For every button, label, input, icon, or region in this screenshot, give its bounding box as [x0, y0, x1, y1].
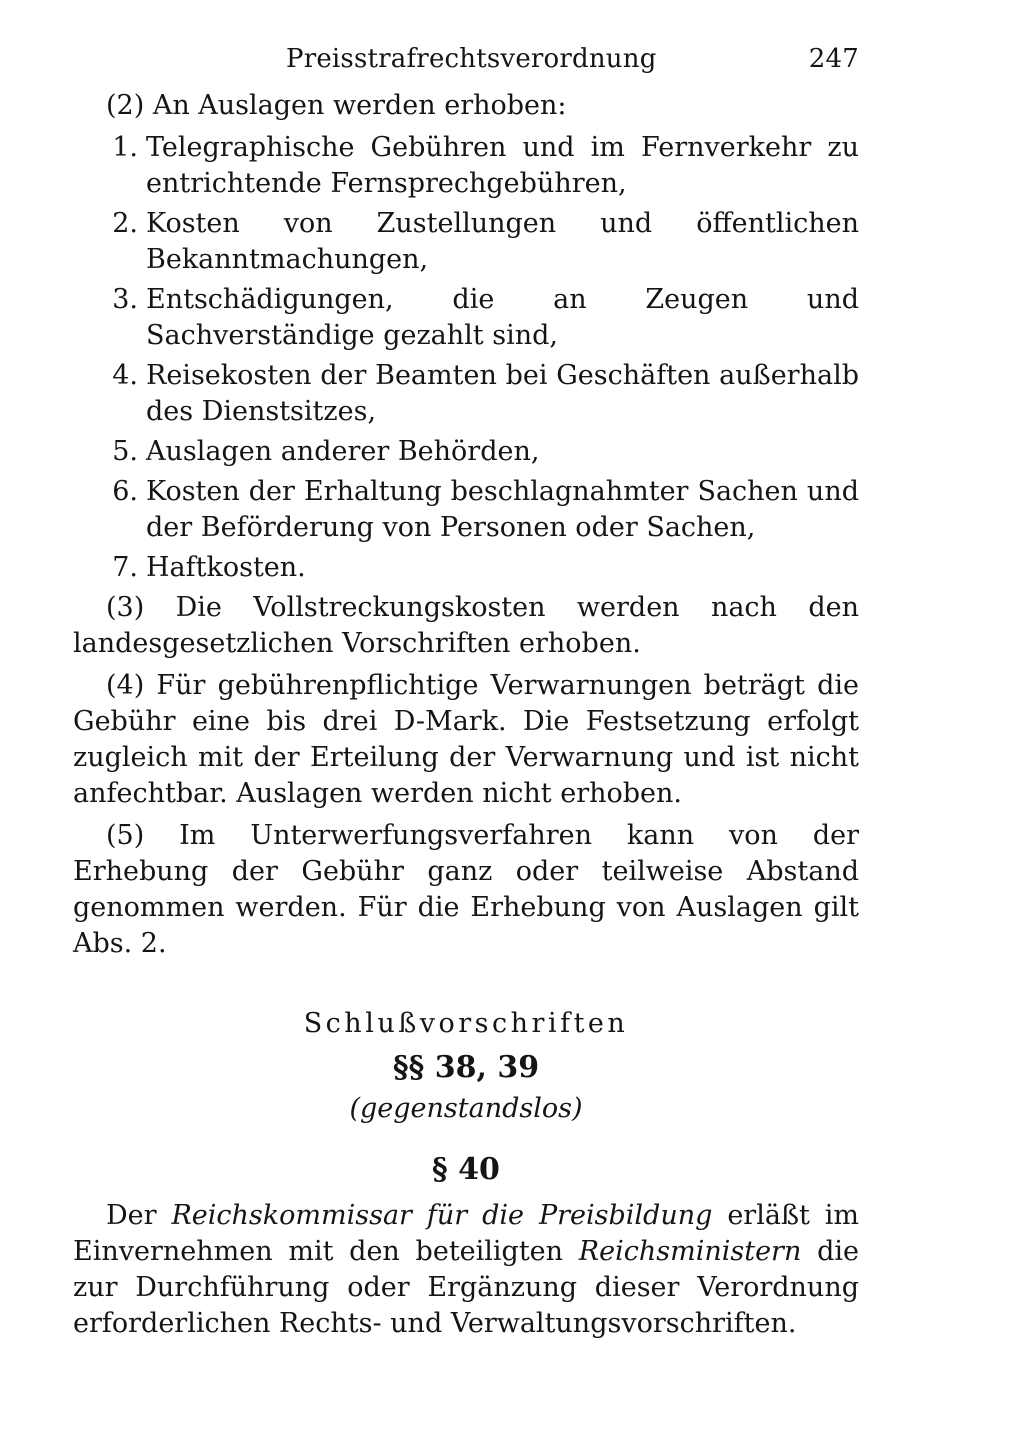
section-note: (gegenstandslos) [349, 1093, 583, 1124]
running-header [73, 38, 859, 88]
list-item-text: Reisekosten der Beamten bei Geschäften außerhalb des Dienstsitzes, [146, 360, 859, 427]
paragraph-4: (4) Für gebührenpflichtige Verwarnungen beträgt die Gebühr eine bis drei D-Mark. Die Festsetzung erfolgt zugleich mit der Erteilung der Verwarnung und ist nicht anfechtbar. Auslagen werden nicht erhoben. [73, 670, 859, 809]
list-item [73, 282, 859, 354]
list-item-text: Kosten von Zustellungen und öffentlichen Bekanntmachungen, [146, 208, 859, 275]
list-item [73, 206, 859, 278]
running-title: Preisstrafrechtsverordnung [286, 44, 657, 74]
expenses-list [73, 130, 859, 586]
list-item-number: 4. [112, 360, 138, 391]
paragraph-3: (3) Die Vollstreckungskosten werden nach den landesgesetzlichen Vorschriften erhoben. [73, 592, 859, 659]
paragraph-5: (5) Im Unterwerfungsverfahren kann von der Erhebung der Gebühr ganz oder teilweise Abstand genommen werden. Für die Erhebung von Auslagen gilt Abs. 2. [73, 820, 859, 959]
list-item-number: 1. [112, 132, 138, 163]
list-item [73, 130, 859, 202]
document-page [73, 38, 859, 1348]
list-item-number: 2. [112, 208, 138, 239]
list-item-text: Telegraphische Gebühren und im Fernverkehr zu entrichtende Fernsprechgebühren, [146, 132, 859, 199]
list-item-number: 6. [112, 476, 138, 507]
list-item [73, 434, 859, 470]
list-item [73, 358, 859, 430]
final-text-part: erläßt im Einvernehmen mit den beteiligten [73, 1200, 859, 1267]
list-item-text: Auslagen anderer Behörden, [146, 436, 540, 467]
list-item-text: Kosten der Erhaltung beschlagnahmter Sachen und der Beförderung von Personen oder Sachen, [146, 476, 859, 543]
body-text [73, 88, 859, 1342]
list-item-number: 5. [112, 436, 138, 467]
final-text-emphasis: Reichsministern [578, 1236, 802, 1267]
final-text-part: Der [106, 1200, 172, 1231]
page-number: 247 [808, 44, 859, 74]
list-item-number: 7. [112, 552, 138, 583]
closing-headings [73, 1006, 859, 1190]
paragraph-40-text [73, 1198, 859, 1342]
list-item-text: Entschädigungen, die an Zeugen und Sachverständige gezahlt sind, [146, 284, 859, 351]
list-item [73, 474, 859, 546]
final-text-emphasis: Reichskommissar für die Preisbildung [171, 1200, 713, 1231]
list-item [73, 550, 859, 586]
final-text-part: die zur Durchführung oder Ergänzung dieser Verordnung erforderlichen Rechts- und Verwaltungsvorschriften. [73, 1236, 859, 1339]
paragraph-2-intro: (2) An Auslagen werden erhoben: [106, 90, 567, 121]
section-title: Schlußvorschriften [303, 1008, 629, 1039]
list-item-number: 3. [112, 284, 138, 315]
paragraph-heading-40: § 40 [432, 1152, 500, 1187]
list-item-text: Haftkosten. [146, 552, 306, 583]
paragraph-heading-38-39: §§ 38, 39 [392, 1050, 540, 1085]
